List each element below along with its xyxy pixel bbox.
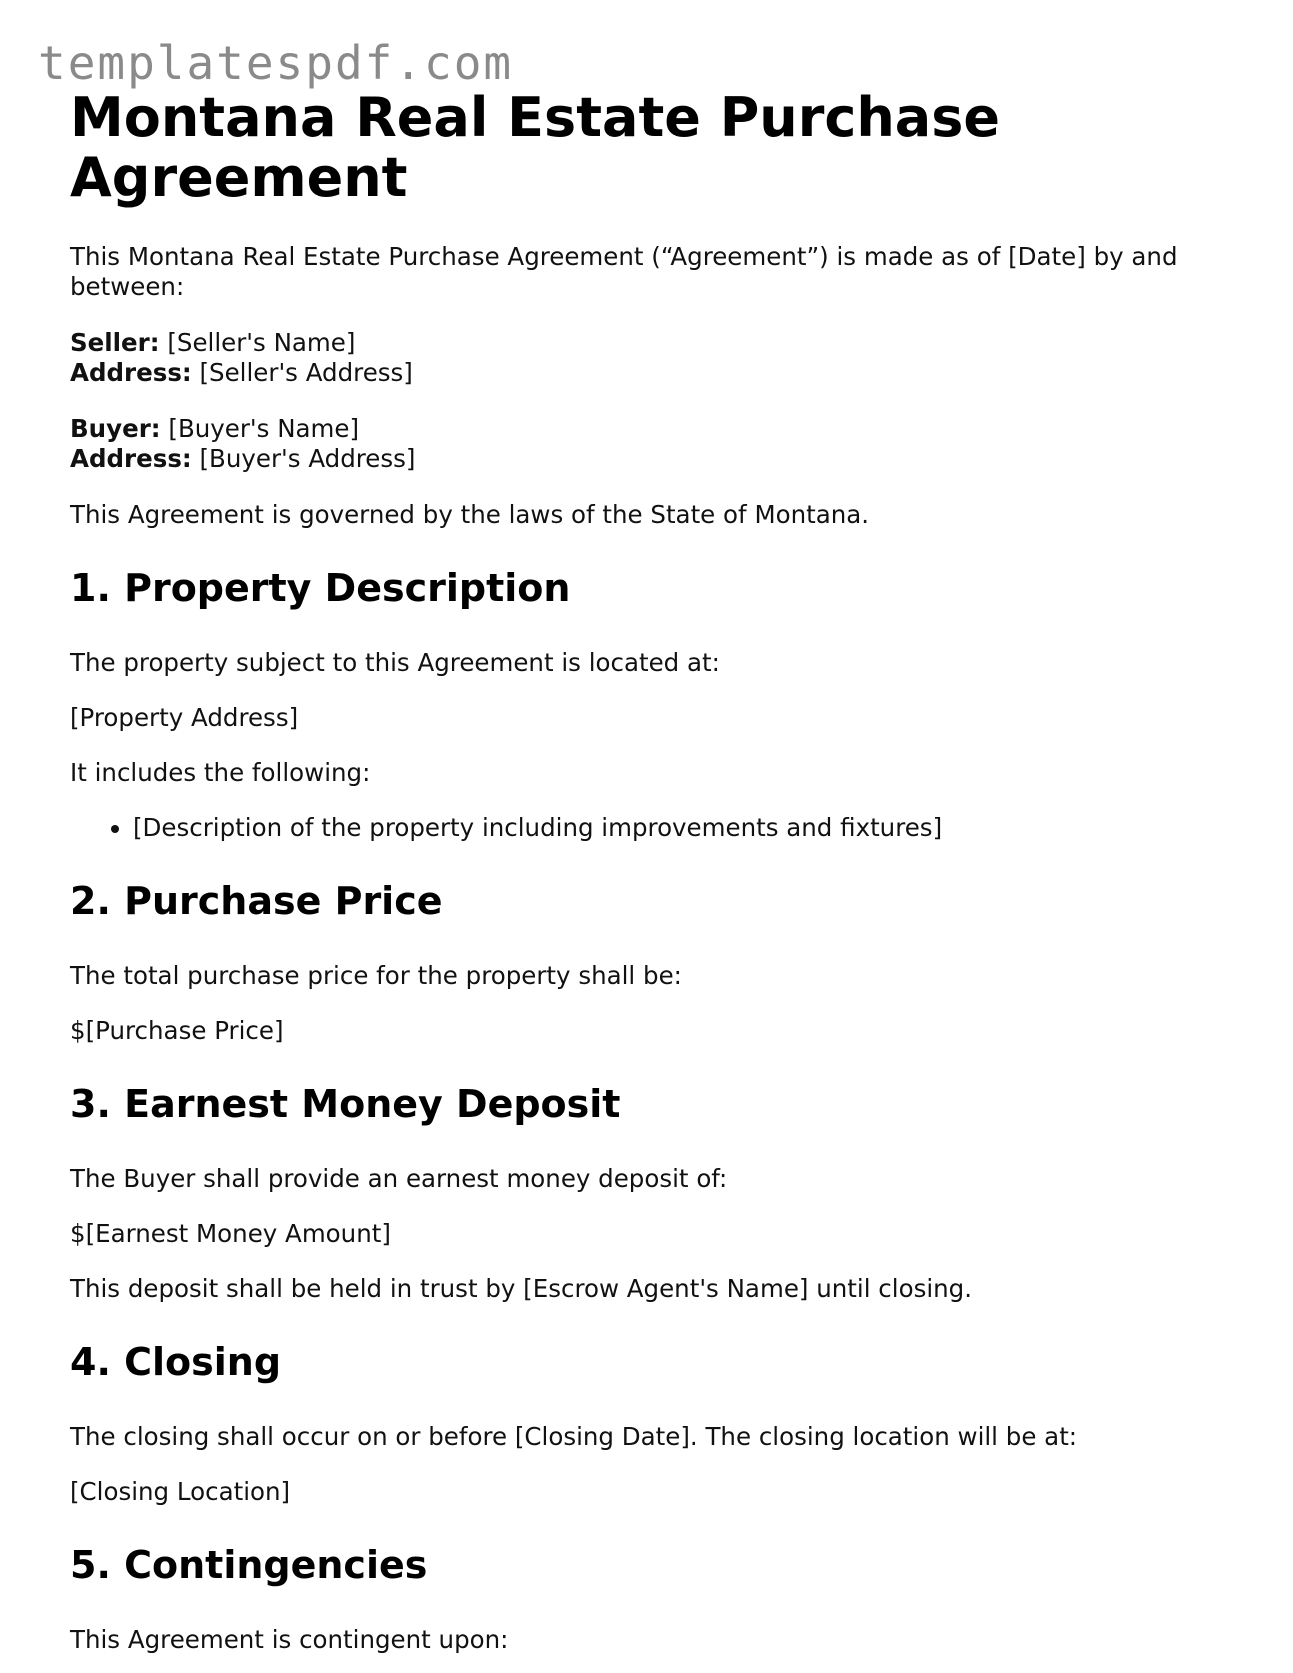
governing-law: This Agreement is governed by the laws of the State of Montana. <box>70 500 870 529</box>
list-item: • [Description of the property including improvements and fixtures] <box>133 813 1230 843</box>
buyer-block <box>70 414 1230 474</box>
buyer-address-label: Address: <box>70 444 192 473</box>
earnest-value: $[Earnest Money Amount] <box>70 1219 391 1248</box>
section-heading-property: 1. Property Description <box>70 566 571 610</box>
intro-paragraph: This Montana Real Estate Purchase Agreement (“Agreement”) is made as of [Date] by and between: <box>70 242 1178 301</box>
document-body <box>70 88 1230 1655</box>
seller-address-label: Address: <box>70 358 192 387</box>
closing-intro: The closing shall occur on or before [Closing Date]. The closing location will be at: <box>70 1422 1078 1451</box>
section-heading-closing: 4. Closing <box>70 1340 282 1384</box>
property-includes: It includes the following: <box>70 758 371 787</box>
property-address: [Property Address] <box>70 703 299 732</box>
contingencies-intro: This Agreement is contingent upon: <box>70 1625 509 1654</box>
section-heading-price: 2. Purchase Price <box>70 879 443 923</box>
section-heading-contingencies: 5. Contingencies <box>70 1543 428 1587</box>
watermark-text: templatespdf.com <box>38 36 514 90</box>
property-intro: The property subject to this Agreement is located at: <box>70 648 720 677</box>
seller-address: [Seller's Address] <box>199 358 413 387</box>
closing-location: [Closing Location] <box>70 1477 291 1506</box>
seller-name: [Seller's Name] <box>167 328 356 357</box>
price-intro: The total purchase price for the property shall be: <box>70 961 682 990</box>
section-heading-earnest: 3. Earnest Money Deposit <box>70 1082 621 1126</box>
buyer-address: [Buyer's Address] <box>199 444 416 473</box>
seller-block <box>70 328 1230 388</box>
buyer-label: Buyer: <box>70 414 161 443</box>
price-value: $[Purchase Price] <box>70 1016 284 1045</box>
buyer-name: [Buyer's Name] <box>168 414 360 443</box>
seller-label: Seller: <box>70 328 160 357</box>
property-items-list <box>70 813 1230 843</box>
earnest-intro: The Buyer shall provide an earnest money deposit of: <box>70 1164 728 1193</box>
document-title: Montana Real Estate Purchase Agreement <box>70 86 1000 209</box>
earnest-trust: This deposit shall be held in trust by [Escrow Agent's Name] until closing. <box>70 1274 973 1303</box>
